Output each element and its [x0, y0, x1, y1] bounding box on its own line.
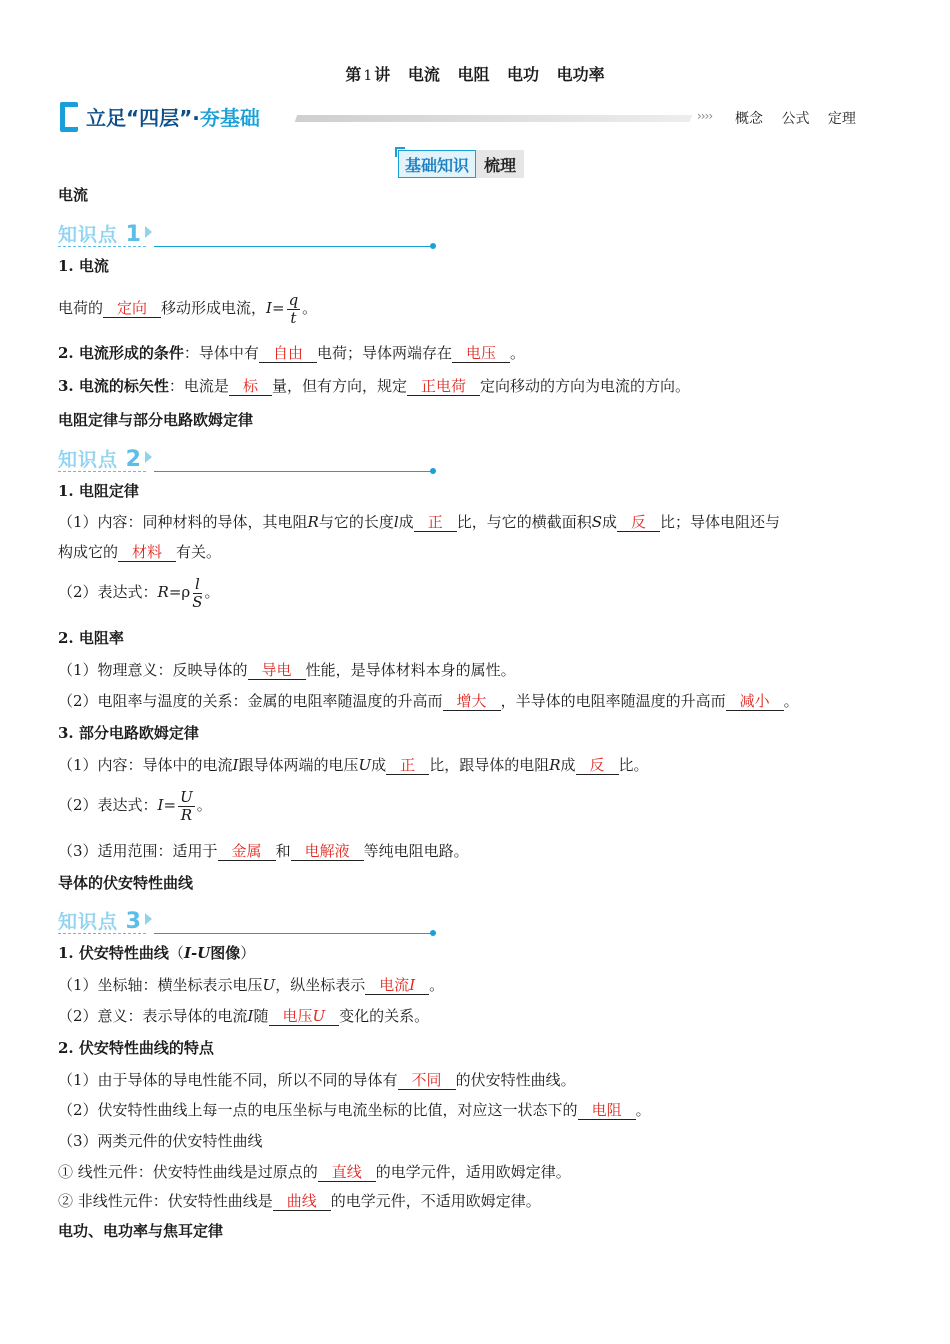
- badge-right: 梳理: [476, 150, 524, 178]
- text-line: （2）伏安特性曲线上每一点的电压坐标与电流坐标的比值，对应这一状态下的 电阻 。: [58, 1101, 651, 1119]
- answer-blank: 曲线: [273, 1192, 331, 1211]
- subheading: 2. 电阻率: [58, 629, 124, 647]
- subheading: 2. 伏安特性曲线的特点: [58, 1039, 214, 1057]
- text-line: （1）内容：同种材料的导体，其电阻R与它的长度l成 正 比，与它的横截面积S成 反 比；导体电阻还与: [58, 513, 781, 531]
- answer-blank: 反: [617, 513, 660, 532]
- kp-label: 知识点 1: [58, 222, 142, 247]
- banner-tags: [735, 108, 870, 128]
- kp-label: 知识点 3: [58, 909, 142, 934]
- answer-blank: 正: [386, 756, 429, 775]
- chevrons-icon: ››››: [697, 109, 713, 123]
- text-line: （2）表达式：I= $\frac{U}{R}$ 。: [58, 787, 212, 824]
- title-part: 电阻: [457, 65, 490, 84]
- answer-blank: 直线: [318, 1163, 376, 1182]
- text-line: （2）表达式：R=ρ $\frac{l}{S}$ 。: [58, 574, 220, 611]
- answer-blank: 导电: [248, 661, 306, 680]
- title-part: 电功率: [556, 65, 605, 84]
- corner-bracket-icon: [60, 102, 78, 132]
- banner-bar: [295, 115, 693, 122]
- answer-blank: 反: [576, 756, 619, 775]
- title-part: 第: [345, 65, 362, 84]
- text-line: （1）坐标轴：横坐标表示电压U，纵坐标表示 电流I 。: [58, 976, 445, 994]
- chapter-banner: [60, 100, 860, 136]
- title-part: 电流: [407, 65, 440, 84]
- text-line: ① 线性元件：伏安特性曲线是过原点的 直线 的电学元件，适用欧姆定律。: [58, 1163, 571, 1181]
- text-line: （3）两类元件的伏安特性曲线: [58, 1132, 263, 1150]
- badge-left: 基础知识: [398, 150, 476, 178]
- kp-label: 知识点 2: [58, 447, 142, 472]
- section-heading: 电功、电功率与焦耳定律: [58, 1222, 224, 1240]
- triangle-right-icon: [145, 226, 152, 238]
- answer-blank: 减小: [726, 692, 784, 711]
- knowledge-point-2: [58, 445, 440, 475]
- answer-blank: 电压: [452, 344, 510, 363]
- answer-blank: 电流I: [365, 976, 429, 995]
- subheading: 1. 电阻定律: [58, 482, 139, 500]
- text-line: （1）内容：导体中的电流I跟导体两端的电压U成 正 比，跟导体的电阻R成 反 比。: [58, 756, 649, 774]
- triangle-right-icon: [145, 913, 152, 925]
- answer-blank: 自由: [259, 344, 317, 363]
- text-line: 构成它的 材料 有关。: [58, 543, 222, 561]
- answer-blank: 不同: [398, 1071, 456, 1090]
- answer-blank: 电阻: [578, 1101, 636, 1120]
- answer-blank: 定向: [103, 299, 161, 318]
- answer-blank: 标: [229, 377, 272, 396]
- title-part: 1: [363, 68, 373, 84]
- answer-blank: 电解液: [291, 842, 364, 861]
- answer-blank: 正电荷: [407, 377, 480, 396]
- section-heading: 电流: [58, 186, 89, 204]
- text-line: （3）适用范围：适用于 金属 和 电解液 等纯电阻电路。: [58, 842, 469, 860]
- text-line: （2）意义：表示导体的电流I随 电压U 变化的关系。: [58, 1007, 430, 1025]
- tag-formula: 公式: [781, 111, 810, 127]
- section-heading: 导体的伏安特性曲线: [58, 874, 194, 892]
- subheading: 1. 电流: [58, 257, 109, 275]
- answer-blank: 增大: [443, 692, 501, 711]
- banner-text: 立足“四层”·夯基础: [86, 106, 260, 130]
- fraction: $\frac{l}{S}$: [192, 574, 203, 611]
- knowledge-point-1: [58, 220, 440, 250]
- subheading: 1. 伏安特性曲线（I-U图像）: [58, 944, 256, 962]
- text-line: （1）物理意义：反映导体的 导电 性能，是导体材料本身的属性。: [58, 661, 516, 679]
- title-part: 电功: [507, 65, 540, 84]
- text-line: 3. 电流的标矢性：电流是 标 量，但有方向，规定 正电荷 定向移动的方向为电流的方向。: [58, 377, 690, 395]
- page-title: [0, 62, 950, 85]
- answer-blank: 电压U: [269, 1007, 340, 1026]
- section-heading: 电阻定律与部分电路欧姆定律: [58, 411, 254, 429]
- tag-concept: 概念: [735, 111, 763, 127]
- triangle-right-icon: [145, 451, 152, 463]
- text-line: （1）由于导体的导电性能不同，所以不同的导体有 不同 的伏安特性曲线。: [58, 1071, 576, 1089]
- title-part: 讲: [374, 65, 391, 84]
- fraction: $\frac{q}{t}$: [288, 290, 299, 327]
- fraction: $\frac{U}{R}$: [180, 787, 193, 824]
- text-line: 电荷的 定向 移动形成电流，I= $\frac{q}{t}$ 。: [58, 290, 318, 327]
- text-line: （2）电阻率与温度的关系：金属的电阻率随温度的升高而 增大 ，半导体的电阻率随温度的升高而 减小 。: [58, 692, 799, 710]
- text-line: ② 非线性元件：伏安特性曲线是 曲线 的电学元件，不适用欧姆定律。: [58, 1192, 541, 1210]
- subheading: 3. 部分电路欧姆定律: [58, 724, 199, 742]
- knowledge-point-3: [58, 907, 440, 937]
- answer-blank: 材料: [118, 543, 176, 562]
- tag-theorem: 定理: [827, 111, 856, 127]
- answer-blank: 金属: [218, 842, 276, 861]
- answer-blank: 正: [414, 513, 457, 532]
- section-badge: [398, 150, 524, 178]
- text-line: 2. 电流形成的条件：导体中有 自由 电荷；导体两端存在 电压 。: [58, 344, 525, 362]
